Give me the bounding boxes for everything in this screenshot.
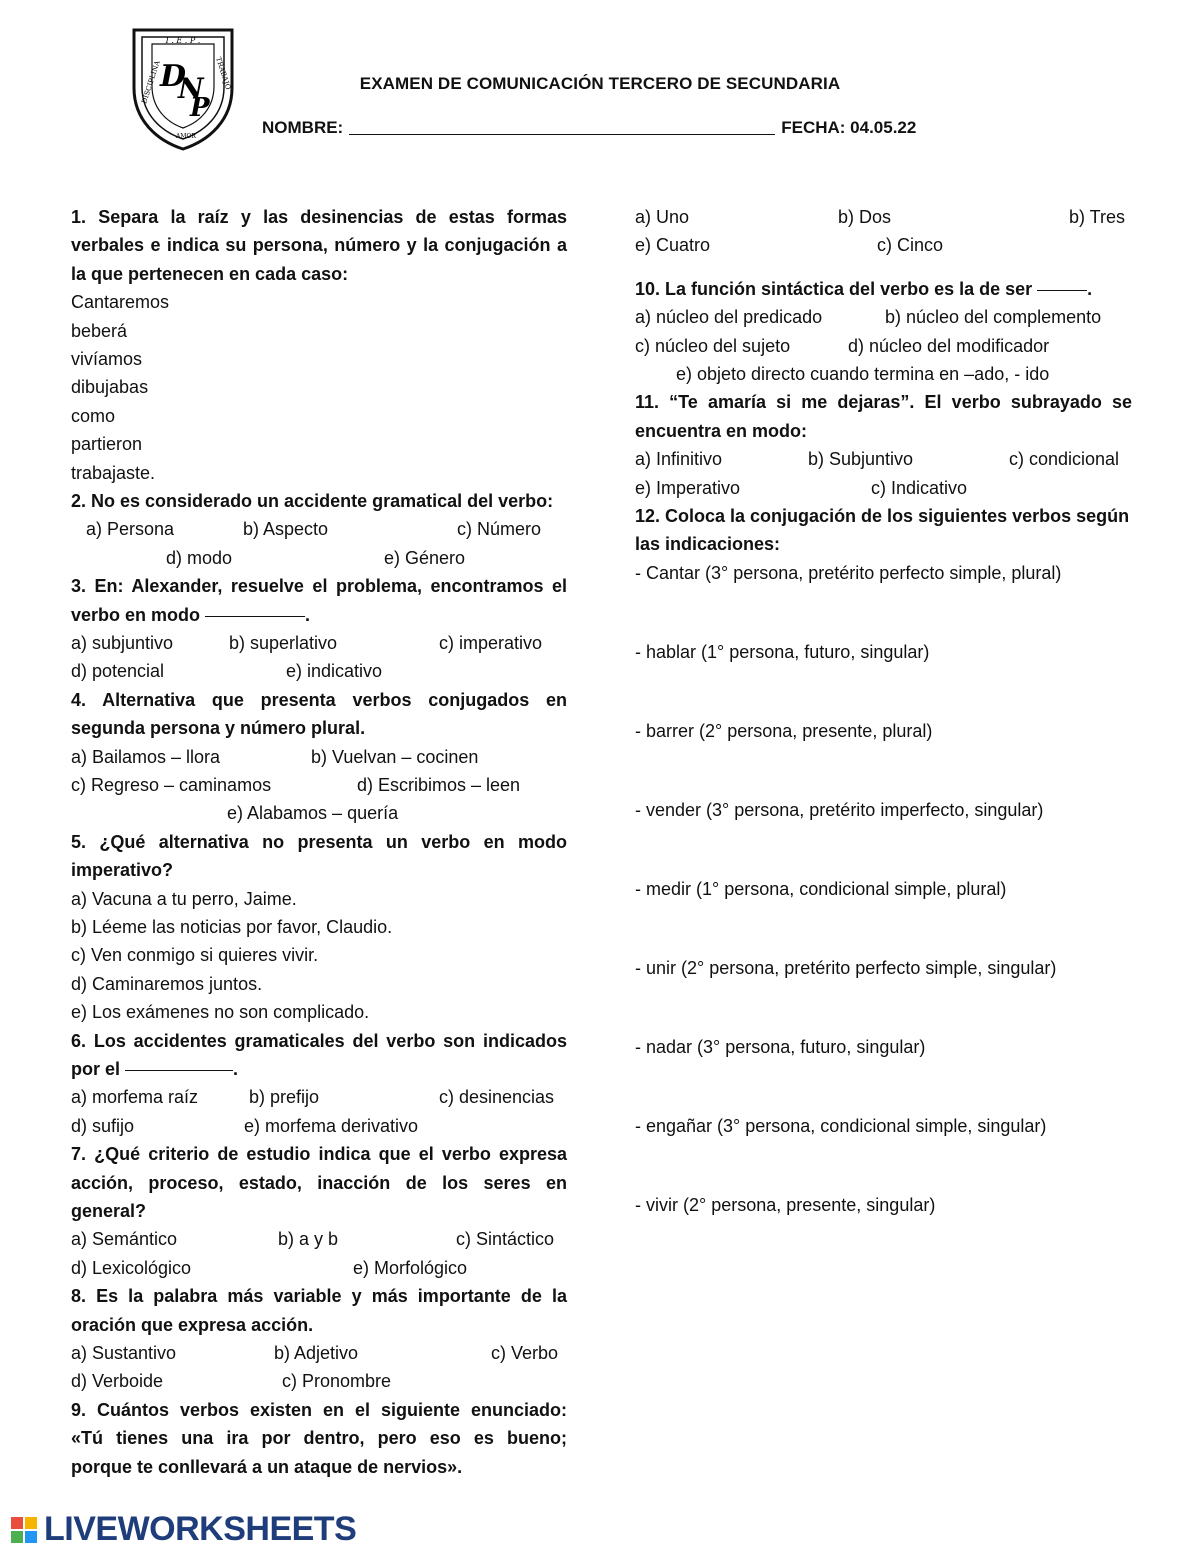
q3-prompt-line2: verbo en modo . xyxy=(71,604,311,625)
q7-options-row xyxy=(71,1254,567,1282)
q1-word: como xyxy=(71,405,116,426)
q10-options-row xyxy=(635,332,1132,360)
q1-word: beberá xyxy=(71,320,128,341)
svg-text:P: P xyxy=(190,93,210,123)
q5-option-a[interactable]: a) Vacuna a tu perro, Jaime. xyxy=(71,888,297,909)
q3-options-row xyxy=(71,629,567,657)
q3-option-c[interactable]: c) imperativo xyxy=(439,633,543,654)
q2-option-e[interactable]: e) Género xyxy=(384,547,466,568)
q11-option-b[interactable]: b) Subjuntivo xyxy=(808,449,914,470)
q3-options-row xyxy=(71,657,567,685)
q12-answer-space[interactable] xyxy=(635,1061,1132,1112)
q11-option-a[interactable]: a) Infinitivo xyxy=(635,449,723,470)
q12-prompt-line: 12. Coloca la conjugación de los siguientes verbos según xyxy=(635,505,1130,526)
q1-prompt-line: verbales e indica su persona, número y la conjugación a xyxy=(71,235,567,256)
q2-option-d[interactable]: d) modo xyxy=(166,547,233,568)
q8-option-e[interactable]: c) Pronombre xyxy=(282,1371,392,1392)
q12-prompt-line: las indicaciones: xyxy=(635,534,781,555)
q9-options-row xyxy=(635,231,1132,259)
q5-option-d[interactable]: d) Caminaremos juntos. xyxy=(71,973,263,994)
q6-prompt-line2: por el . xyxy=(71,1059,239,1080)
q10-prompt-text: 10. La función sintáctica del verbo es la de ser xyxy=(635,278,1033,299)
q12-answer-space[interactable] xyxy=(635,587,1132,638)
q4-option-e[interactable]: e) Alabamos – quería xyxy=(227,803,399,824)
q1-prompt-line: la que pertenecen en cada caso: xyxy=(71,263,349,284)
q6-prompt-line: 6. Los accidentes gramaticales del verbo son indicados xyxy=(71,1030,567,1051)
q3-prompt-line: 3. En: Alexander, resuelve el problema, encontramos el xyxy=(71,576,567,597)
q7-option-d[interactable]: d) Lexicológico xyxy=(71,1257,192,1278)
name-input-line[interactable] xyxy=(349,133,775,135)
q3-option-b[interactable]: b) superlativo xyxy=(229,633,338,654)
q9-option-c[interactable]: b) Tres xyxy=(1069,207,1126,227)
q12-answer-space[interactable] xyxy=(635,903,1132,954)
q8-options-row xyxy=(71,1367,567,1395)
q10-option-c[interactable]: c) núcleo del sujeto xyxy=(635,335,791,356)
q6-option-a[interactable]: a) morfema raíz xyxy=(71,1087,199,1108)
q7-option-c[interactable]: c) Sintáctico xyxy=(456,1229,555,1250)
q6-option-d[interactable]: d) sufijo xyxy=(71,1115,135,1136)
header-row xyxy=(262,118,916,138)
q3-answer-blank[interactable] xyxy=(205,615,305,617)
q2-option-a[interactable]: a) Persona xyxy=(86,519,175,540)
q3-prompt-text: verbo en modo xyxy=(71,604,201,625)
q8-options-row xyxy=(71,1339,567,1367)
q7-prompt-line: general? xyxy=(71,1201,147,1222)
q6-option-c[interactable]: c) desinencias xyxy=(439,1087,555,1108)
q7-option-b[interactable]: b) a y b xyxy=(278,1229,339,1250)
liveworksheets-logo-icon xyxy=(10,1516,38,1544)
q1-word: partieron xyxy=(71,434,143,455)
q4-option-c[interactable]: c) Regreso – caminamos xyxy=(71,775,272,796)
q9-option-a[interactable]: a) Uno xyxy=(635,207,690,227)
q9-option-b[interactable]: b) Dos xyxy=(838,207,892,227)
q8-prompt-line: 8. Es la palabra más variable y más importante de la xyxy=(71,1286,567,1307)
left-column xyxy=(71,203,567,1481)
q12-item: - unir (2° persona, pretérito perfecto simple, singular) xyxy=(635,957,1057,978)
q8-option-c[interactable]: c) Verbo xyxy=(491,1343,559,1364)
q12-item: - nadar (3° persona, futuro, singular) xyxy=(635,1036,926,1057)
q6-answer-blank[interactable] xyxy=(125,1069,233,1071)
q9-options-row xyxy=(635,203,1132,231)
q10-options-row xyxy=(635,303,1132,331)
q3-option-d[interactable]: d) potencial xyxy=(71,661,165,682)
q11-options-row xyxy=(635,445,1132,473)
q12-item: - engañar (3° persona, condicional simple, singular) xyxy=(635,1115,1047,1136)
q12-item: - hablar (1° persona, futuro, singular) xyxy=(635,641,930,662)
liveworksheets-brand xyxy=(10,1510,356,1549)
q7-option-a[interactable]: a) Semántico xyxy=(71,1229,178,1250)
q7-options-row xyxy=(71,1225,567,1253)
q5-option-b[interactable]: b) Léeme las noticias por favor, Claudio. xyxy=(71,917,393,938)
brand-name: LIVEWORKSHEETS xyxy=(44,1510,357,1548)
q4-option-a[interactable]: a) Bailamos – llora xyxy=(71,746,221,767)
name-label: NOMBRE: xyxy=(262,118,344,137)
q2-options-row xyxy=(71,515,567,543)
q7-option-e[interactable]: e) Morfológico xyxy=(353,1257,468,1278)
svg-text:AMOR: AMOR xyxy=(176,133,196,140)
q12-answer-space[interactable] xyxy=(635,745,1132,796)
q12-item: - Cantar (3° persona, pretérito perfecto simple, plural) xyxy=(635,562,1062,583)
q1-word: Cantaremos xyxy=(71,292,170,313)
q10-option-b[interactable]: b) núcleo del complemento xyxy=(885,307,1102,328)
q2-options-row xyxy=(71,544,567,572)
q9-option-d[interactable]: e) Cuatro xyxy=(635,235,711,256)
q1-word: dibujabas xyxy=(71,377,149,398)
svg-text:I . E . P .: I . E . P . xyxy=(165,36,201,45)
q6-option-b[interactable]: b) prefijo xyxy=(249,1087,320,1108)
q10-option-a[interactable]: a) núcleo del predicado xyxy=(635,307,823,328)
q12-item: - medir (1° persona, condicional simple, plural) xyxy=(635,878,1007,899)
q11-options-row xyxy=(635,474,1132,502)
q4-option-b[interactable]: b) Vuelvan – cocinen xyxy=(311,746,479,767)
q6-options-row xyxy=(71,1083,567,1111)
q4-options-row xyxy=(71,743,567,771)
q5-prompt-line: 5. ¿Qué alternativa no presenta un verbo en modo xyxy=(71,831,567,852)
q1-word: trabajaste. xyxy=(71,462,156,483)
q5-option-e[interactable]: e) Los exámenes no son complicado. xyxy=(71,1002,370,1023)
right-column xyxy=(635,203,1132,1219)
q6-option-e[interactable]: e) morfema derivativo xyxy=(244,1115,419,1136)
q8-option-a[interactable]: a) Sustantivo xyxy=(71,1343,177,1364)
q2-option-b[interactable]: b) Aspecto xyxy=(243,519,329,540)
q9-prompt-line: «Tú tienes una ira por dentro, pero eso es bueno; xyxy=(71,1428,567,1449)
q11-option-d[interactable]: e) Imperativo xyxy=(635,477,741,498)
q5-option-c[interactable]: c) Ven conmigo si quieres vivir. xyxy=(71,945,319,966)
q1-word: vivíamos xyxy=(71,349,143,370)
q3-option-a[interactable]: a) subjuntivo xyxy=(71,633,174,654)
svg-text:N: N xyxy=(178,72,204,105)
q9-option-e[interactable]: c) Cinco xyxy=(877,235,944,256)
q12-item: - vivir (2° persona, presente, singular) xyxy=(635,1194,936,1215)
q9-prompt-line: porque te conllevará a un ataque de nervios». xyxy=(71,1456,463,1477)
q4-prompt-line: segunda persona y número plural. xyxy=(71,718,366,739)
q4-options-row xyxy=(71,771,567,799)
q12-answer-space[interactable] xyxy=(635,1140,1132,1191)
q10-option-d[interactable]: d) núcleo del modificador xyxy=(848,335,1050,356)
q12-item: - barrer (2° persona, presente, plural) xyxy=(635,720,933,741)
q10-prompt: 10. La función sintáctica del verbo es la de ser . xyxy=(635,278,1093,299)
q2-option-c[interactable]: c) Número xyxy=(457,519,542,540)
q2-prompt: 2. No es considerado un accidente gramatical del verbo: xyxy=(71,491,554,512)
q11-prompt-line: encuentra en modo: xyxy=(635,420,808,441)
date-label: FECHA: 04.05.22 xyxy=(781,118,917,137)
q1-prompt-line: 1. Separa la raíz y las desinencias de estas formas xyxy=(71,207,567,227)
q3-option-e[interactable]: e) indicativo xyxy=(286,661,383,682)
exam-title: EXAMEN DE COMUNICACIÓN TERCERO DE SECUNDARIA xyxy=(359,74,841,93)
q11-option-c[interactable]: c) condicional xyxy=(1009,449,1120,470)
q11-option-e[interactable]: c) Indicativo xyxy=(871,477,968,498)
q11-prompt-line: 11. “Te amaría si me dejaras”. El verbo subrayado se xyxy=(635,392,1132,413)
q8-prompt-line: oración que expresa acción. xyxy=(71,1314,314,1335)
q6-options-row xyxy=(71,1112,567,1140)
q12-item: - vender (3° persona, pretérito imperfecto, singular) xyxy=(635,799,1044,820)
q12-answer-space[interactable] xyxy=(635,666,1132,717)
svg-text:D: D xyxy=(160,59,187,94)
q4-prompt-line: 4. Alternativa que presenta verbos conjugados en xyxy=(71,689,567,710)
q10-answer-blank[interactable] xyxy=(1037,289,1087,291)
q7-prompt-line: acción, proceso, estado, inacción de los seres en xyxy=(71,1172,567,1193)
q4-options-row xyxy=(71,799,567,827)
q6-prompt-text: por el xyxy=(71,1059,121,1080)
q4-option-d[interactable]: d) Escribimos – leen xyxy=(357,775,521,796)
q12-answer-space[interactable] xyxy=(635,824,1132,875)
q10-option-e[interactable]: e) objeto directo cuando termina en –ado, - ido xyxy=(676,363,1050,384)
svg-text:DISCIPLINA: DISCIPLINA xyxy=(140,59,162,105)
q8-option-b[interactable]: b) Adjetivo xyxy=(274,1343,359,1364)
q8-option-d[interactable]: d) Verboide xyxy=(71,1371,164,1392)
svg-text:TRABAJO: TRABAJO xyxy=(214,56,233,91)
q9-prompt-line: 9. Cuántos verbos existen en el siguiente enunciado: xyxy=(71,1399,567,1420)
q12-answer-space[interactable] xyxy=(635,982,1132,1033)
q10-options-row xyxy=(635,360,1132,388)
q7-prompt-line: 7. ¿Qué criterio de estudio indica que el verbo expresa xyxy=(71,1144,567,1165)
q5-prompt-line: imperativo? xyxy=(71,860,174,881)
